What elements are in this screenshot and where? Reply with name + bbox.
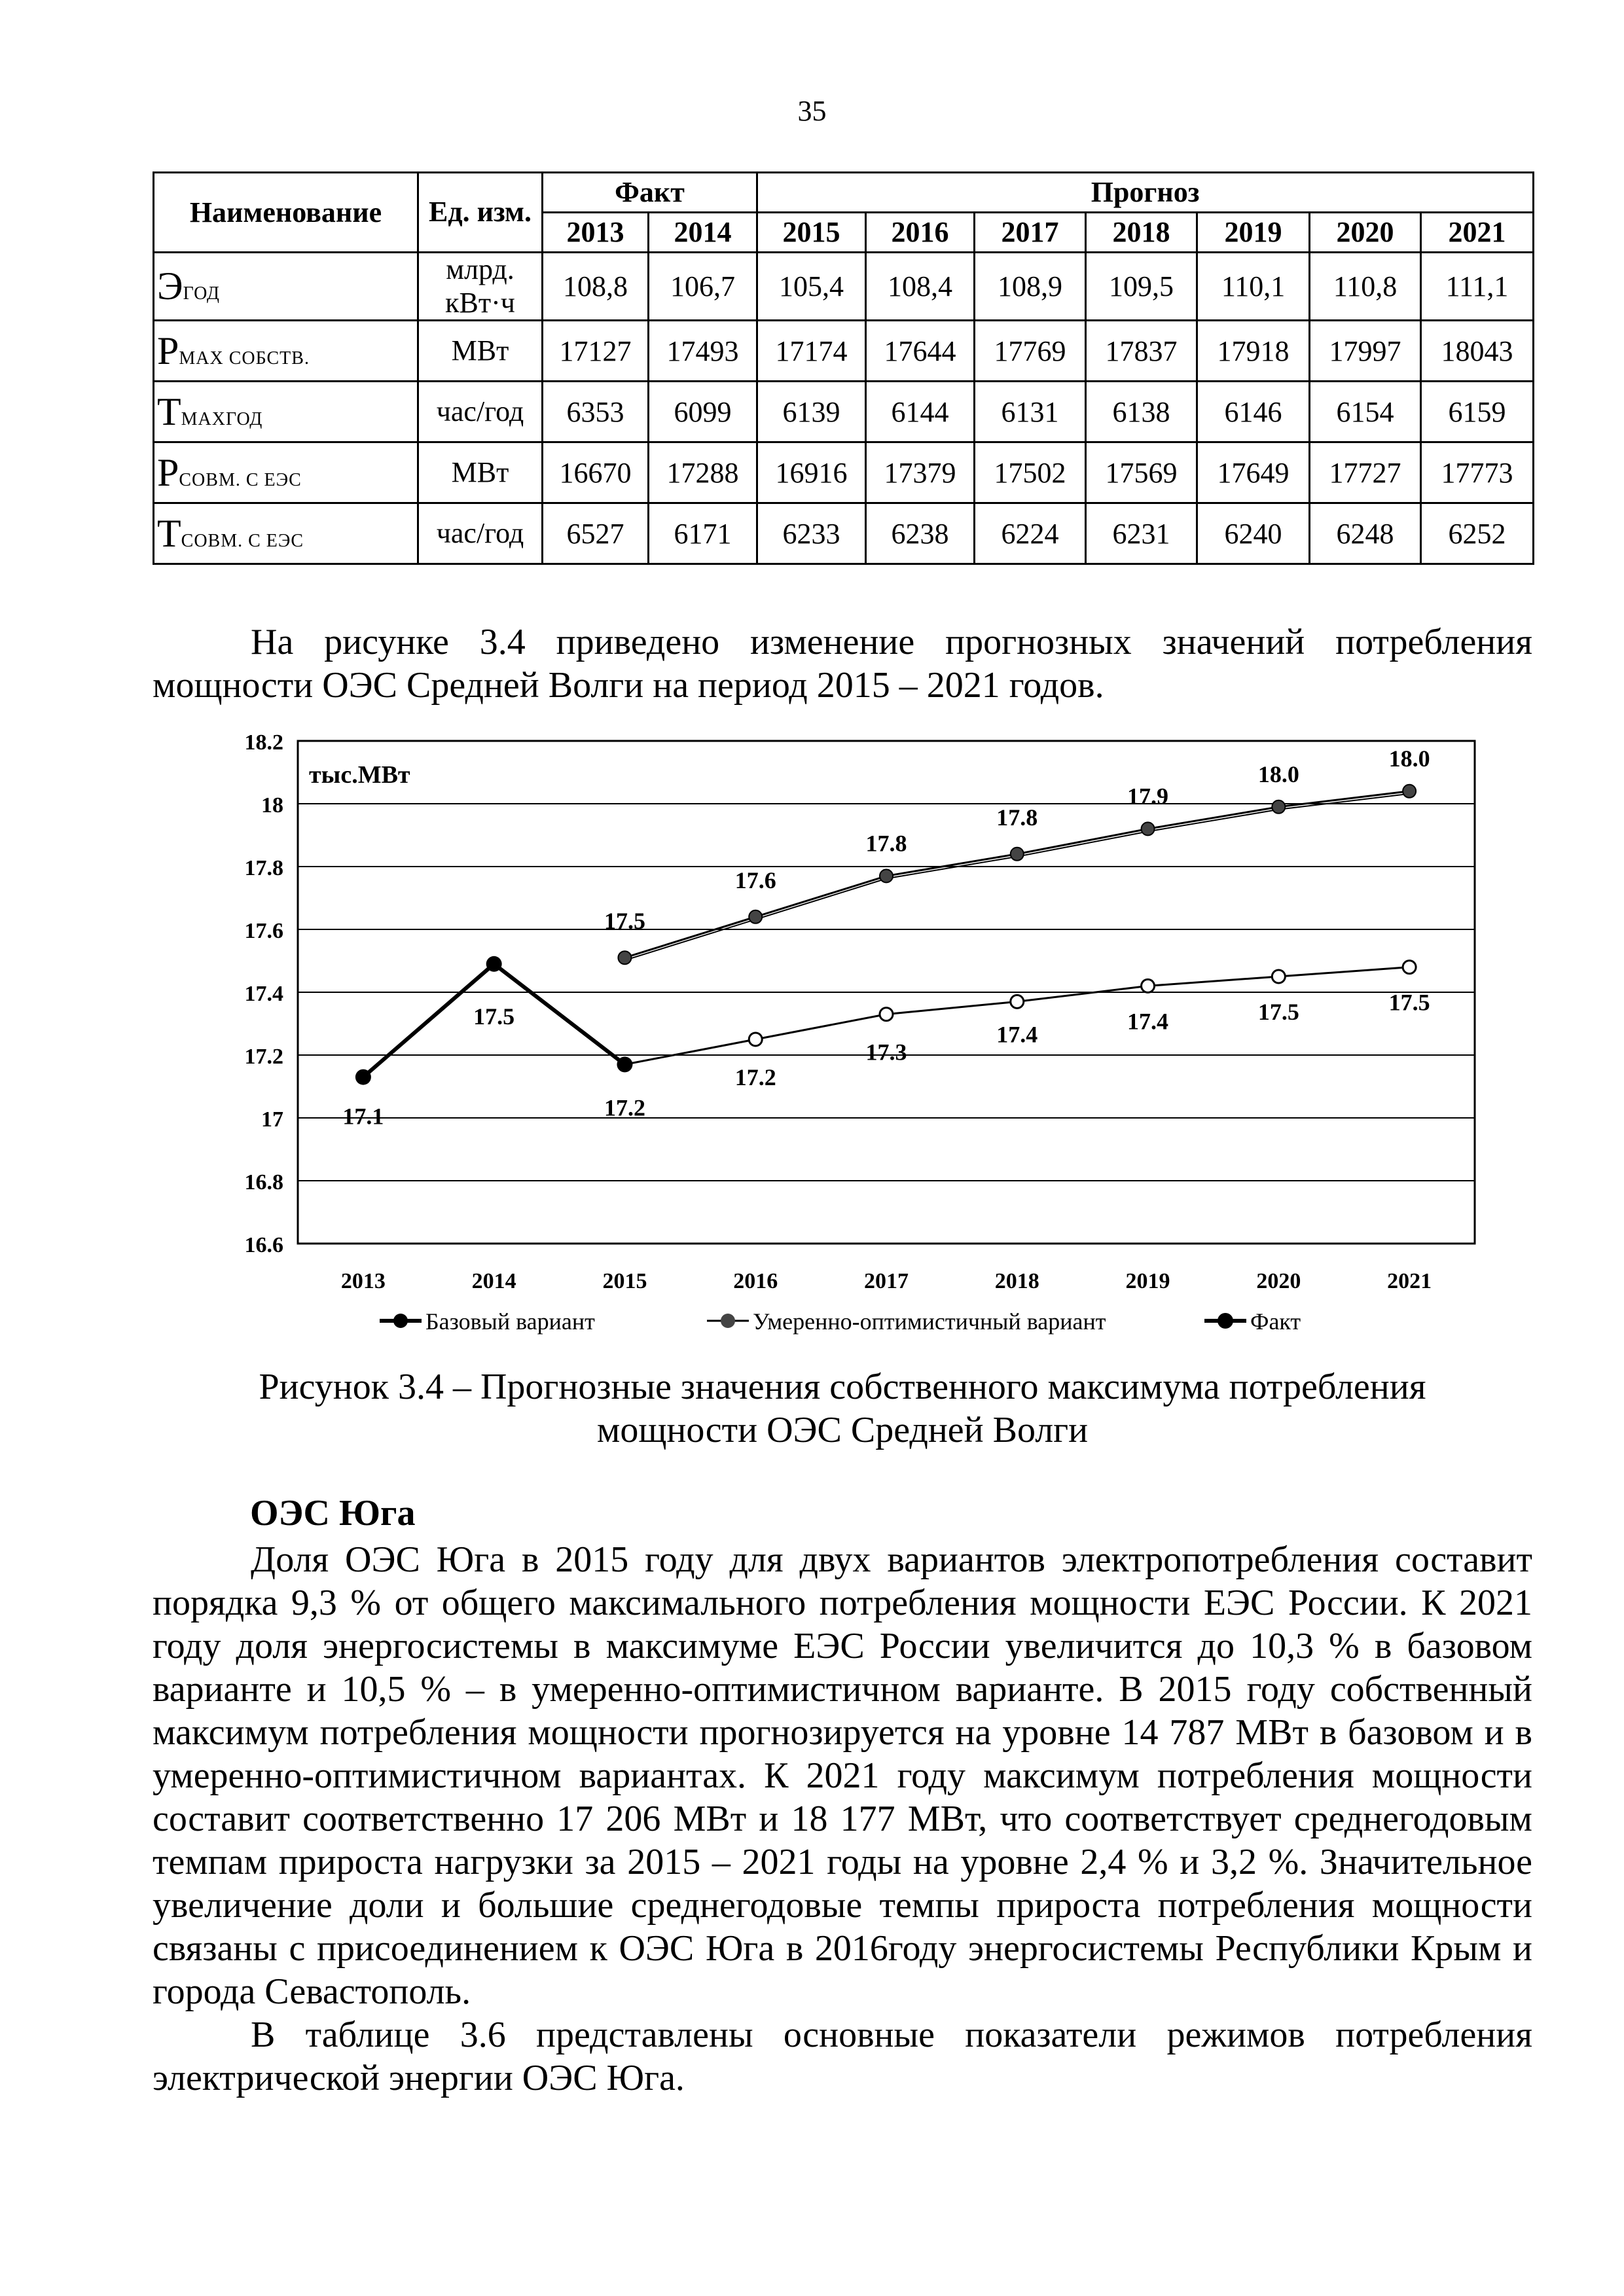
body-paragraph-1: Доля ОЭС Юга в 2015 году для двух вариантов электропотребления составит порядка 9,3 % от общего максимального потребления мощности ЕЭС России. К 2021 году доля энергосистемы в максимуме ЕЭС России увеличится до 10,3 % в базовом варианте и 10,5 % – в умеренно-оптимистичном варианте. В 2015 году собственный максимум потребления мощности прогнозируется на уровне 14 787 МВт в базовом и в умеренно-оптимистичном вариантах. К 2021 году максимум потребления мощности составит соответственно 17 206 МВт и 18 177 МВт, что соответствует среднегодовым темпам прироста нагрузки за 2015 – 2021 годы на уровне 2,4 % и 3,2 %. Значительное увеличение доли и большие среднегодовые темпы прироста потребления мощности связаны с присоединением к ОЭС Юга в 2016году энергосистемы Республики Крым и города Севастополь.: [153, 1539, 1532, 2012]
value-cell: 17502: [975, 442, 1086, 503]
value-cell: 17379: [866, 442, 975, 503]
value-cell: 17127: [543, 321, 649, 382]
value-cell: 6224: [975, 503, 1086, 564]
value-cell: 6231: [1086, 503, 1197, 564]
data-point: [355, 1069, 371, 1085]
x-tick-label: 2019: [1125, 1269, 1170, 1293]
y-tick-label: 18: [261, 793, 283, 817]
value-cell: 17918: [1197, 321, 1310, 382]
data-point: [1142, 979, 1155, 992]
series-group: [342, 745, 1430, 1130]
value-cell: 17644: [866, 321, 975, 382]
y-tick-label: 17: [261, 1107, 283, 1132]
data-point: [880, 1008, 893, 1021]
row-unit-cell: МВт: [418, 442, 543, 503]
y-tick-label: 16.6: [244, 1233, 283, 1257]
value-cell: 6527: [543, 503, 649, 564]
value-cell: 17493: [649, 321, 757, 382]
indicators-table: [153, 171, 1534, 565]
value-cell: 17174: [757, 321, 866, 382]
x-tick-label: 2017: [864, 1269, 909, 1293]
data-point: [749, 910, 762, 924]
header-year: 2013: [543, 213, 649, 253]
data-label: 17.3: [865, 1039, 907, 1066]
data-label: 17.4: [996, 1021, 1038, 1048]
value-cell: 6171: [649, 503, 757, 564]
header-forecast: Прогноз: [757, 173, 1534, 213]
data-label: 17.8: [865, 830, 907, 857]
x-tick-label: 2015: [602, 1269, 647, 1293]
series-3: [342, 956, 632, 1130]
row-unit-cell: час/год: [418, 382, 543, 442]
header-year: 2020: [1310, 213, 1421, 253]
value-cell: 110,8: [1310, 253, 1421, 321]
value-cell: 6238: [866, 503, 975, 564]
value-cell: 108,8: [543, 253, 649, 321]
forecast-chart: [196, 720, 1506, 1361]
x-tick-labels: [341, 1269, 1432, 1293]
unit-label: тыс.МВт: [309, 761, 410, 789]
value-cell: 17837: [1086, 321, 1197, 382]
row-unit-cell: млрд. кВт·ч: [418, 253, 543, 321]
header-year: 2016: [866, 213, 975, 253]
value-cell: 109,5: [1086, 253, 1197, 321]
caption-line-2: мощности ОЭС Средней Волги: [596, 1410, 1089, 1450]
row-subscript: СОВМ. С ЕЭС: [179, 469, 302, 490]
data-point: [617, 1056, 632, 1072]
data-point: [618, 951, 631, 964]
value-cell: 17649: [1197, 442, 1310, 503]
value-cell: 106,7: [649, 253, 757, 321]
table-row: [154, 382, 1534, 442]
figure-caption: [153, 1365, 1532, 1452]
row-name-cell: [154, 382, 418, 442]
legend-label: Базовый вариант: [425, 1308, 595, 1335]
table-row: [154, 442, 1534, 503]
series-1: [604, 961, 1430, 1121]
header-year: 2019: [1197, 213, 1310, 253]
data-label: 17.5: [1257, 999, 1299, 1025]
data-point: [1272, 970, 1285, 983]
data-label: 17.8: [996, 804, 1038, 831]
header-name: Наименование: [154, 173, 418, 253]
value-cell: 6248: [1310, 503, 1421, 564]
header-year: 2017: [975, 213, 1086, 253]
y-tick-label: 17.4: [244, 982, 283, 1006]
legend-item: [707, 1308, 1106, 1335]
y-tick-label: 16.8: [244, 1170, 283, 1194]
data-label: 17.5: [604, 908, 645, 935]
value-cell: 108,4: [866, 253, 975, 321]
x-tick-label: 2016: [733, 1269, 778, 1293]
series-2: [604, 745, 1430, 964]
data-point: [1272, 800, 1285, 814]
row-subscript: MAXГОД: [181, 408, 263, 429]
value-cell: 17727: [1310, 442, 1421, 503]
data-point: [1011, 848, 1024, 861]
data-label: 18.0: [1388, 745, 1430, 772]
data-point: [1403, 785, 1416, 798]
page-number: 35: [797, 95, 827, 127]
x-tick-label: 2021: [1387, 1269, 1432, 1293]
value-cell: 18043: [1421, 321, 1534, 382]
y-tick-label: 17.6: [244, 919, 283, 943]
legend-label: Умеренно-оптимистичный вариант: [753, 1308, 1106, 1335]
row-unit-cell: МВт: [418, 321, 543, 382]
legend-item: [380, 1308, 595, 1335]
legend-marker: [721, 1314, 735, 1328]
row-symbol: T: [157, 511, 181, 555]
data-label: 17.5: [473, 1003, 515, 1030]
value-cell: 17773: [1421, 442, 1534, 503]
value-cell: 6099: [649, 382, 757, 442]
data-point: [1403, 961, 1416, 974]
legend-marker: [393, 1314, 408, 1328]
y-tick-label: 17.2: [244, 1045, 283, 1069]
value-cell: 16916: [757, 442, 866, 503]
header-unit: Ед. изм.: [418, 173, 543, 253]
value-cell: 110,1: [1197, 253, 1310, 321]
row-name-cell: [154, 253, 418, 321]
row-subscript: MAX СОБСТВ.: [179, 348, 310, 368]
caption-line-1: Рисунок 3.4 – Прогнозные значения собственного максимума потребления: [259, 1367, 1426, 1407]
data-label: 17.5: [1388, 989, 1430, 1016]
x-tick-label: 2014: [471, 1269, 516, 1293]
header-year: 2015: [757, 213, 866, 253]
value-cell: 108,9: [975, 253, 1086, 321]
value-cell: 6139: [757, 382, 866, 442]
value-cell: 17769: [975, 321, 1086, 382]
value-cell: 6233: [757, 503, 866, 564]
value-cell: 17569: [1086, 442, 1197, 503]
table-body: [154, 253, 1534, 564]
data-label: 17.2: [604, 1094, 645, 1121]
x-tick-label: 2018: [994, 1269, 1039, 1293]
legend-label: Факт: [1250, 1308, 1301, 1335]
value-cell: 17997: [1310, 321, 1421, 382]
intro-paragraph: На рисунке 3.4 приведено изменение прогнозных значений потребления мощности ОЭС Средней Волги на период 2015 – 2021 годов.: [153, 622, 1532, 706]
data-label: 17.1: [342, 1103, 384, 1130]
legend-item: [1204, 1308, 1301, 1335]
legend: [380, 1308, 1301, 1335]
data-label: 17.6: [734, 867, 776, 893]
value-cell: 6131: [975, 382, 1086, 442]
value-cell: 111,1: [1421, 253, 1534, 321]
row-symbol: P: [157, 329, 179, 372]
header-year: 2021: [1421, 213, 1534, 253]
row-subscript: СОВМ. С ЕЭС: [181, 530, 304, 551]
data-label: 18.0: [1257, 761, 1299, 787]
y-tick-label: 18.2: [244, 730, 283, 755]
table-header-row: [154, 173, 1534, 213]
gridlines: [298, 741, 1475, 1244]
data-point: [1142, 822, 1155, 835]
x-tick-label: 2013: [340, 1269, 386, 1293]
section-heading: ОЭС Юга: [250, 1493, 416, 1534]
body-paragraph-2: В таблице 3.6 представлены основные показатели режимов потребления электрической энергии ОЭС Юга.: [153, 2015, 1532, 2098]
value-cell: 6159: [1421, 382, 1534, 442]
value-cell: 6353: [543, 382, 649, 442]
value-cell: 6138: [1086, 382, 1197, 442]
header-fact: Факт: [543, 173, 757, 213]
x-tick-label: 2020: [1256, 1269, 1301, 1293]
row-symbol: T: [157, 389, 181, 433]
row-symbol: Э: [157, 264, 183, 308]
data-point: [749, 1033, 762, 1046]
value-cell: 6154: [1310, 382, 1421, 442]
row-name-cell: [154, 442, 418, 503]
value-cell: 6240: [1197, 503, 1310, 564]
value-cell: 105,4: [757, 253, 866, 321]
row-subscript: ГОД: [183, 283, 221, 304]
row-symbol: P: [157, 450, 179, 494]
table-row: [154, 253, 1534, 321]
table-row: [154, 321, 1534, 382]
row-name-cell: [154, 503, 418, 564]
header-year: 2014: [649, 213, 757, 253]
value-cell: 17288: [649, 442, 757, 503]
value-cell: 6146: [1197, 382, 1310, 442]
row-unit-cell: час/год: [418, 503, 543, 564]
value-cell: 6144: [866, 382, 975, 442]
table-row: [154, 503, 1534, 564]
value-cell: 6252: [1421, 503, 1534, 564]
row-name-cell: [154, 321, 418, 382]
data-point: [1011, 995, 1024, 1008]
y-tick-labels: [245, 730, 284, 1257]
data-label: 17.9: [1127, 783, 1169, 810]
y-tick-label: 17.8: [244, 856, 283, 880]
data-point: [486, 956, 502, 972]
legend-marker: [1218, 1313, 1233, 1329]
header-year: 2018: [1086, 213, 1197, 253]
data-label: 17.2: [734, 1064, 776, 1090]
data-point: [880, 869, 893, 882]
data-label: 17.4: [1127, 1008, 1169, 1035]
value-cell: 16670: [543, 442, 649, 503]
